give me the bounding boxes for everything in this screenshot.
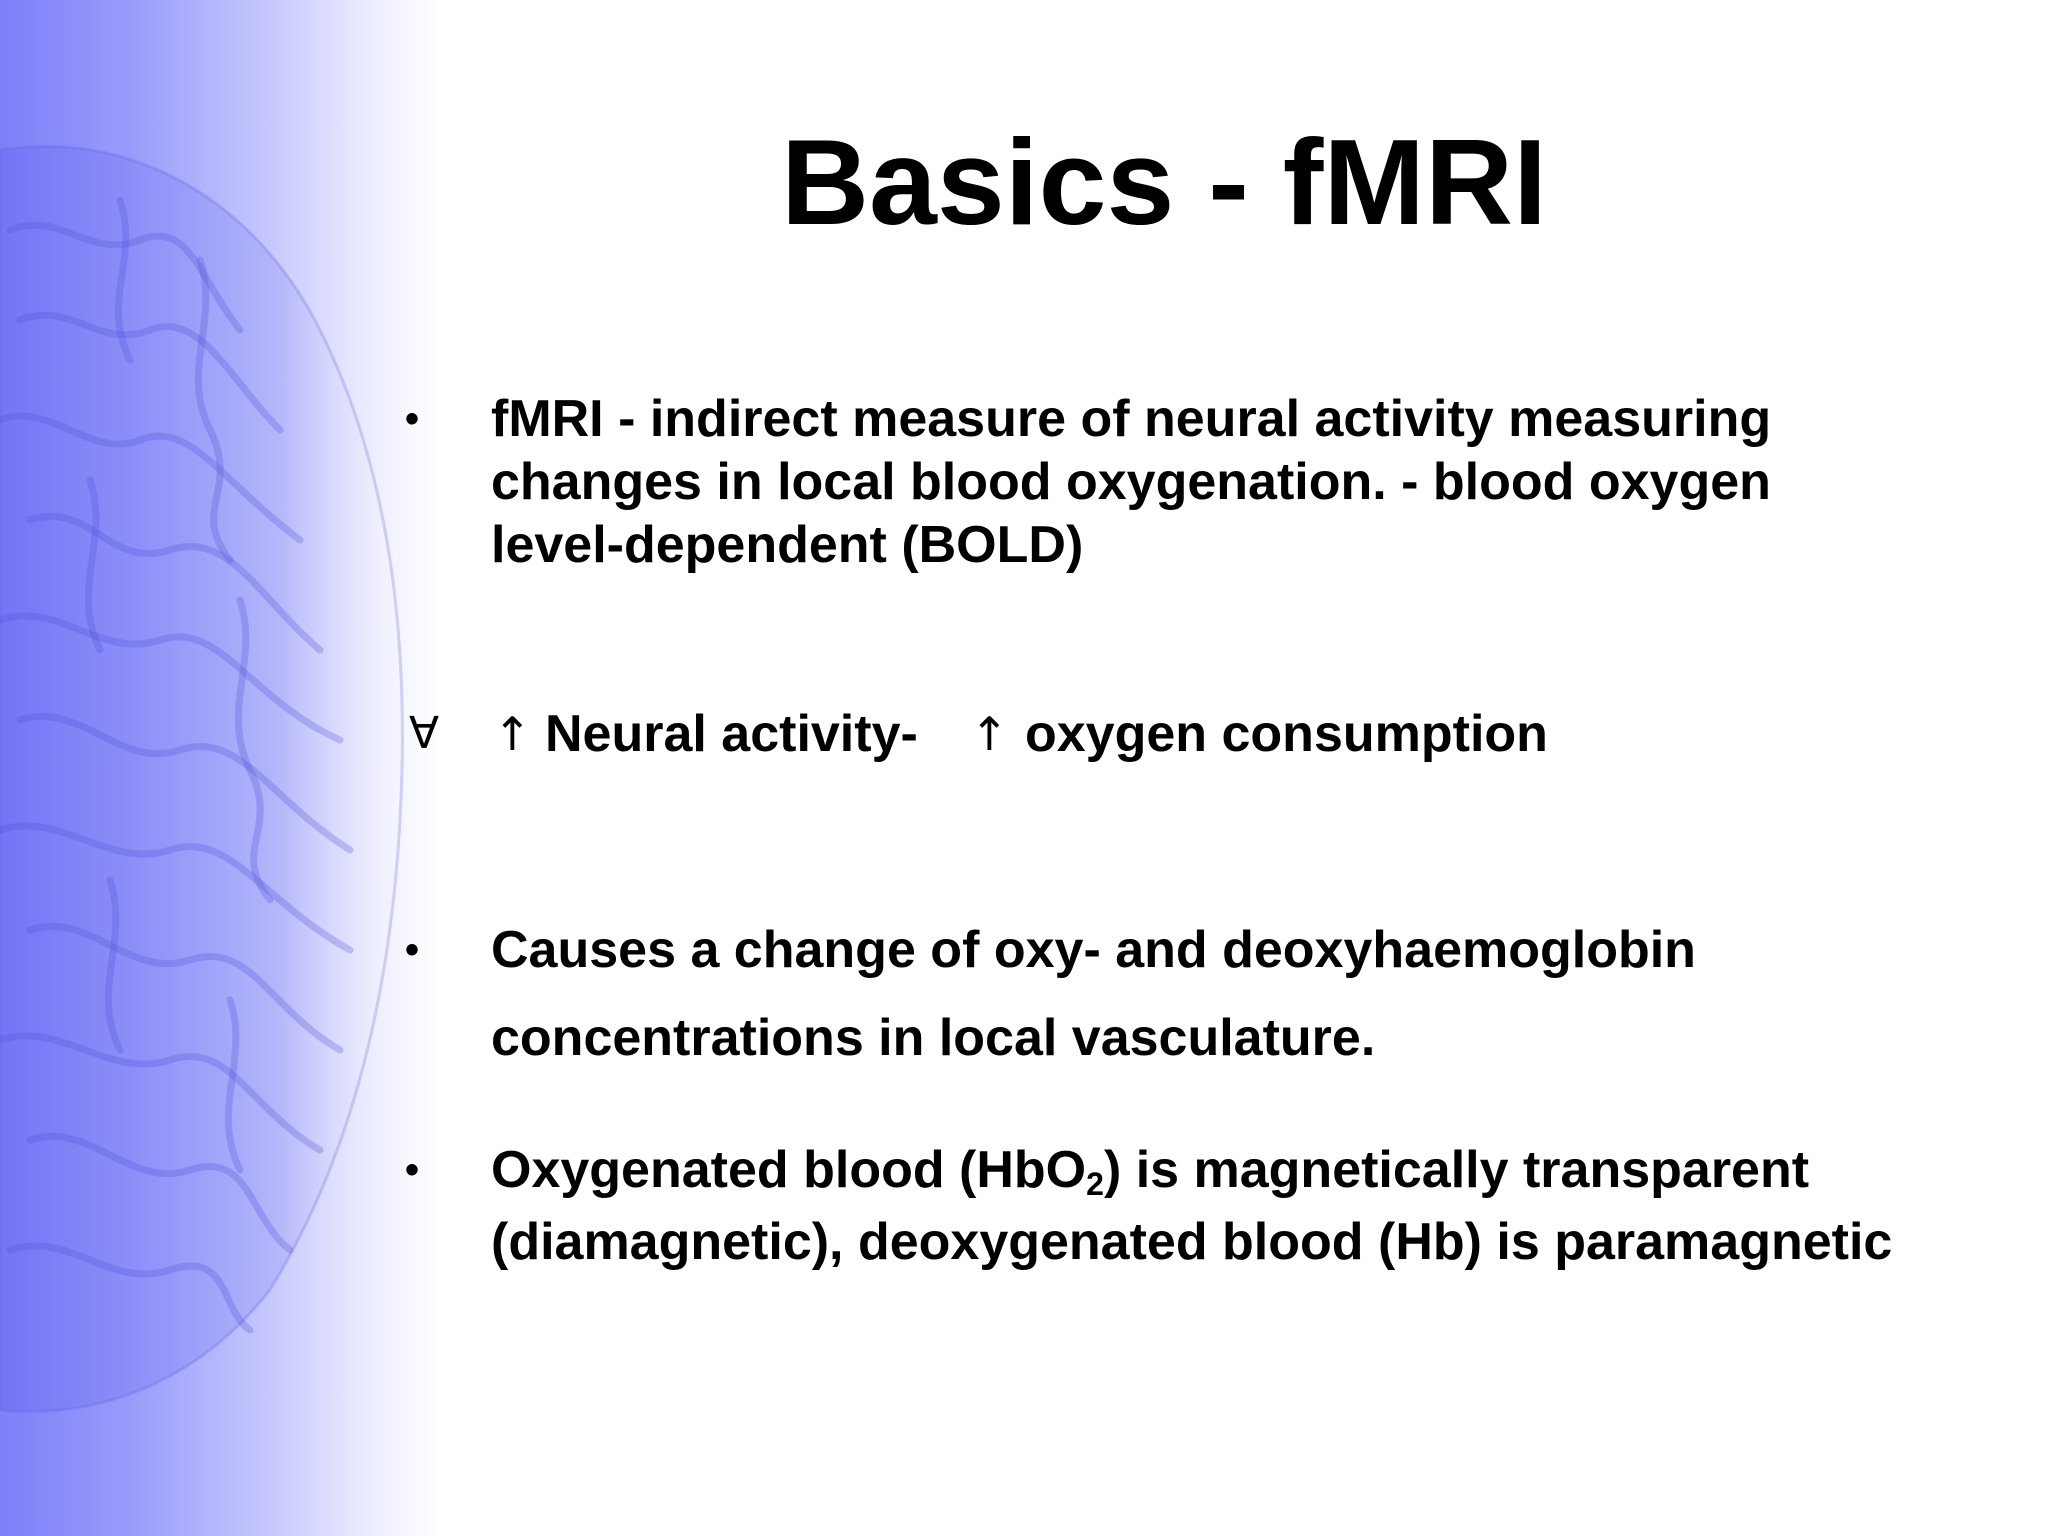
bullet-line: changes in local blood oxygenation. - blood oxygen [491,453,1771,511]
bullet-text: Neural activity- [545,705,918,763]
bullet-line: level-dependent (BOLD) [491,516,1084,574]
line-segment: Oxygenated blood (HbO [491,1141,1087,1199]
bullet-marker: • [405,1148,420,1192]
bullet-marker: • [405,928,420,972]
subscript: 2 [1086,1166,1104,1202]
slide-title: Basics - fMRI [780,114,1548,250]
bullet-text [491,388,1771,577]
bullet-line: Causes a change of oxy- and deoxyhaemoglobin [491,921,1696,979]
forall-symbol: ∀ [409,708,440,759]
up-arrow-icon: ↑ [493,707,532,761]
bullet-text [491,1134,1892,1278]
bullet-line: fMRI - indirect measure of neural activity measuring [491,390,1772,448]
bullet-line: concentrations in local vasculature. [491,1009,1376,1067]
bullet-line [491,1134,1892,1206]
line-segment: ) is magnetically transparent [1103,1141,1810,1199]
bullet-text: oxygen consumption [1025,705,1548,763]
up-arrow-icon: ↑ [970,707,1009,761]
bullet-marker: • [405,397,420,441]
bullet-text [491,906,1696,1082]
bullet-line: (diamagnetic), deoxygenated blood (Hb) is paramagnetic [491,1213,1893,1271]
